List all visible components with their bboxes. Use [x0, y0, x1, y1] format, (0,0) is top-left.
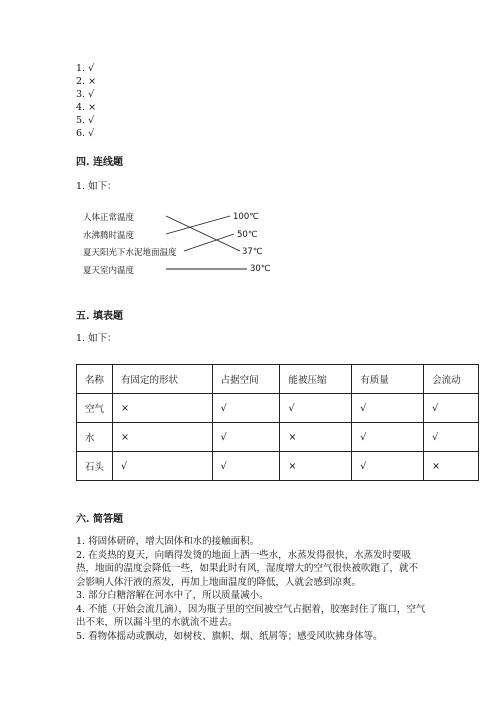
short-answer-5: 5. 看物体摇动或飘动，如树枝、旗帜、烟、纸屑等；感受风吹拂身体等。	[76, 630, 383, 642]
left-item-1: 人体正常温度	[83, 213, 135, 223]
judge-answer-2: 2. ×	[76, 76, 97, 87]
table-cell: √	[212, 452, 280, 481]
left-item-3: 夏天阳光下水泥地面温度	[83, 248, 177, 258]
table-row	[77, 394, 479, 423]
left-item-4: 夏天室内温度	[83, 266, 135, 276]
judge-answer-3: 3. √	[76, 89, 95, 100]
table-cell: √	[424, 394, 479, 423]
table-cell: ×	[112, 394, 212, 423]
section-4-note: 1. 如下：	[76, 181, 117, 192]
section-4-heading: 四. 连线题	[76, 157, 123, 168]
judge-answer-4: 4. ×	[76, 102, 97, 113]
header-cell: 占据空间	[212, 365, 280, 394]
short-answer-4: 4. 不能（开始会流几滴），因为瓶子里的空间被空气占据着，胶塞封住了瓶口，空气出不来，所以漏斗里的水就流不进去。	[76, 603, 426, 628]
table-cell: √	[352, 452, 424, 481]
short-answer-2: 2. 在炎热的夏天，向晒得发烫的地面上洒一些水，水蒸发得很快，水蒸发时要吸热，地面的温度会降低一些，如果此时有风，湿度增大的空气很快被吹跑了，就不会影响人体汗液的蒸发，再加上地面温度的降低，人就会感到凉爽。	[76, 549, 419, 588]
table-cell: 石头	[77, 452, 113, 481]
table-cell: ×	[280, 423, 352, 452]
right-item-4: 30℃	[250, 264, 271, 274]
judge-answer-6: 6. √	[76, 128, 95, 139]
short-answer-1: 1. 将固体研碎，增大固体和水的接触面积。	[76, 536, 260, 547]
header-cell: 能被压缩	[280, 365, 352, 394]
short-answer-3: 3. 部分白糖溶解在河水中了，所以质量减小。	[76, 590, 269, 601]
table-cell: √	[352, 423, 424, 452]
table-cell: √	[424, 423, 479, 452]
right-item-3: 37℃	[242, 247, 263, 257]
right-item-2: 50℃	[237, 230, 258, 240]
left-item-2: 水沸腾时温度	[83, 231, 135, 241]
section-5-note: 1. 如下：	[76, 333, 117, 344]
properties-table	[76, 364, 479, 481]
table-cell: 空气	[77, 394, 113, 423]
table-cell: ×	[112, 423, 212, 452]
short-answers	[76, 535, 426, 643]
table-cell: 水	[77, 423, 113, 452]
table-cell: √	[212, 423, 280, 452]
table-cell: ×	[280, 452, 352, 481]
table-header-row	[77, 365, 479, 394]
table-cell: √	[112, 452, 212, 481]
judge-answer-5: 5. √	[76, 115, 95, 126]
table-cell: √	[352, 394, 424, 423]
judge-answer-1: 1. √	[76, 63, 95, 74]
table-cell: √	[212, 394, 280, 423]
table-row	[77, 423, 479, 452]
table-cell: √	[280, 394, 352, 423]
section-5-heading: 五. 填表题	[76, 311, 123, 322]
section-6-heading: 六. 简答题	[76, 514, 123, 525]
header-cell: 有固定的形状	[112, 365, 212, 394]
header-cell: 有质量	[352, 365, 424, 394]
header-cell: 会流动	[424, 365, 479, 394]
match-line-body-37	[166, 216, 240, 251]
table-row	[77, 452, 479, 481]
table-cell: ×	[424, 452, 479, 481]
right-item-1: 100℃	[233, 212, 259, 222]
header-cell: 名称	[77, 365, 113, 394]
